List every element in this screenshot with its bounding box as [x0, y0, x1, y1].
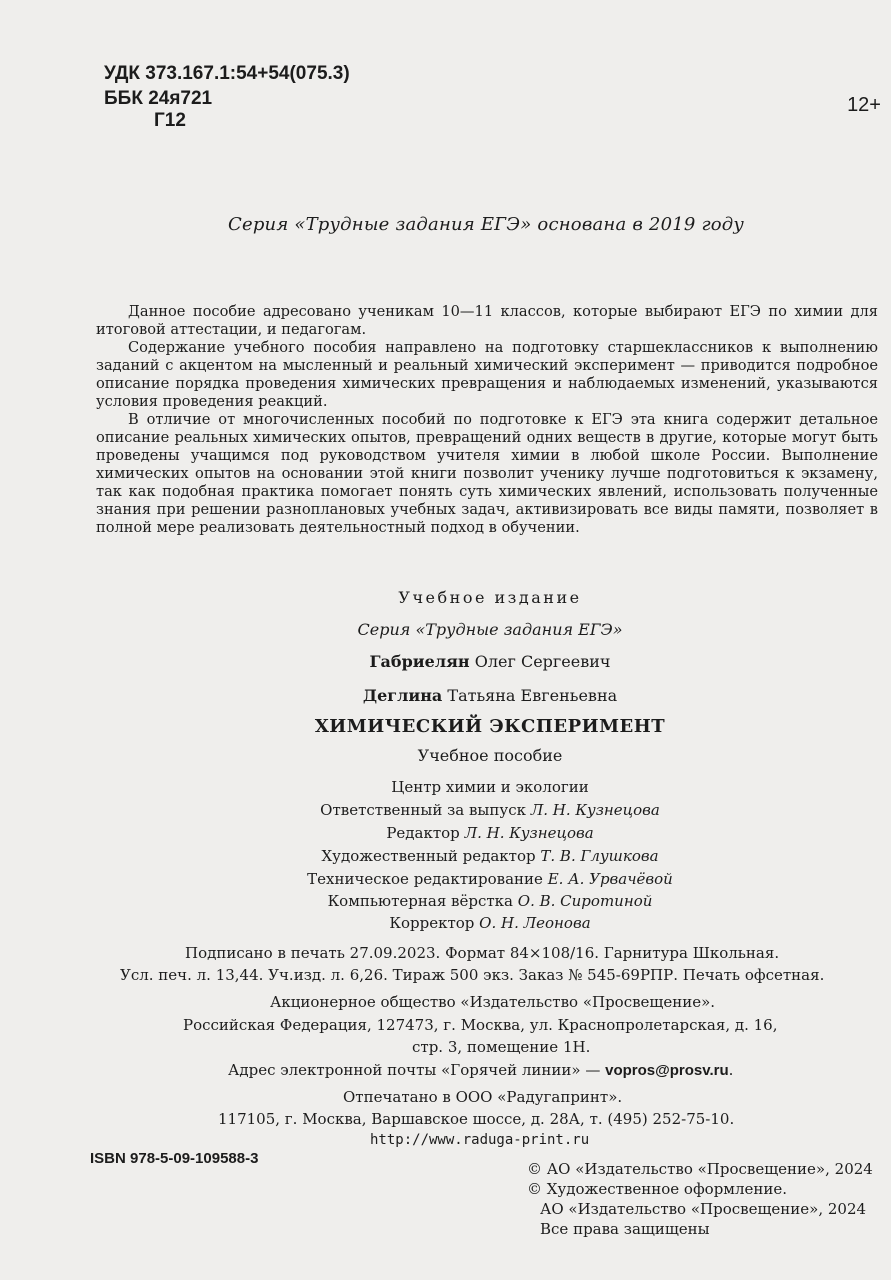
series-founded-note: Серия «Трудные задания ЕГЭ» основана в 2019 году	[228, 214, 745, 235]
credit-person: О. В. Сиротиной	[517, 892, 653, 910]
author-sign: Г12	[154, 110, 186, 131]
author-1-name: Олег Сергеевич	[474, 652, 611, 671]
hotline-label: Адрес электронной почты «Горячей линии» —	[228, 1061, 601, 1079]
credit-line	[160, 914, 820, 932]
copyright-line-1: © АО «Издательство «Просвещение», 2024	[527, 1160, 873, 1178]
copyright-line-4: Все права защищены	[540, 1220, 710, 1238]
publisher-line-3: стр. 3, помещение 1Н.	[412, 1038, 591, 1056]
copyright-line-2: © Художественное оформление.	[527, 1180, 788, 1198]
udk-code: УДК 373.167.1:54+54(075.3)	[104, 63, 350, 84]
credit-person: Т. В. Глушкова	[540, 847, 659, 865]
credit-role: Компьютерная вёрстка	[327, 892, 513, 910]
credit-line	[160, 892, 820, 910]
printer-website: http://www.raduga-print.ru	[370, 1132, 590, 1148]
credits-center: Центр химии и экологии	[391, 778, 589, 796]
author-2-name: Татьяна Евгеньевна	[447, 686, 618, 705]
hotline-email: vopros@prosv.ru	[605, 1062, 729, 1079]
credit-line	[160, 847, 820, 865]
printer-line-1: Отпечатано в ООО «Радугапринт».	[343, 1088, 623, 1106]
series-name: Серия «Трудные задания ЕГЭ»	[357, 620, 623, 639]
author-2	[160, 686, 820, 705]
credit-line	[160, 801, 820, 819]
bbk-code: ББК 24я721	[104, 88, 213, 109]
credit-role: Корректор	[389, 914, 475, 932]
credit-role: Ответственный за выпуск	[320, 801, 526, 819]
book-subtitle: Учебное пособие	[417, 746, 563, 765]
credit-role: Редактор	[386, 824, 460, 842]
copyright-line-3: АО «Издательство «Просвещение», 2024	[540, 1200, 867, 1218]
annotation-paragraph: В отличие от многочисленных пособий по подготовке к ЕГЭ эта книга содержит детальное описание реальных химических опытов, превращений одних веществ в другие, которые могут быть проведены учащимся под руководством учителя химии в любой школе России. Выполнение химических опытов на основании этой книги позволит ученику лучше подготовиться к экзамену, так как подобная практика помогает понять суть химических явлений, использовать полученные знания при решении разноплановых учебных задач, активизировать все виды памяти, позволяет в полной мере реализовать деятельностный подход в обучении.	[96, 411, 878, 536]
printer-line-2: 117105, г. Москва, Варшавское шоссе, д. 28А, т. (495) 252-75-10.	[218, 1110, 735, 1128]
credit-person: О. Н. Леонова	[479, 914, 591, 932]
book-title: ХИМИЧЕСКИЙ ЭКСПЕРИМЕНТ	[314, 716, 666, 737]
credit-role: Художественный редактор	[321, 847, 536, 865]
author-2-surname: Деглина	[362, 686, 443, 705]
credit-person: Л. Н. Кузнецова	[530, 801, 660, 819]
edition-type: Учебное издание	[398, 588, 582, 607]
publisher-line-1: Акционерное общество «Издательство «Просвещение».	[270, 993, 716, 1011]
author-1	[160, 652, 820, 671]
hotline-end: .	[728, 1061, 734, 1079]
credit-role: Техническое редактирование	[307, 870, 543, 888]
hotline-email-line	[228, 1061, 733, 1079]
credit-person: Л. Н. Кузнецова	[464, 824, 594, 842]
credit-person: Е. А. Урвачёвой	[547, 870, 673, 888]
publisher-line-2: Российская Федерация, 127473, г. Москва, ул. Краснопролетарская, д. 16,	[183, 1016, 778, 1034]
print-info-line-2: Усл. печ. л. 13,44. Уч.изд. л. 6,26. Тираж 500 экз. Заказ № 545-69РПР. Печать офсетная.	[120, 966, 825, 984]
annotation-paragraph: Данное пособие адресовано ученикам 10—11 классов, которые выбирают ЕГЭ по химии для итоговой аттестации, и педагогам.	[96, 303, 878, 338]
credit-line	[160, 870, 820, 888]
credit-line	[160, 824, 820, 842]
author-1-surname: Габриелян	[369, 652, 470, 671]
isbn: ISBN 978-5-09-109588-3	[90, 1150, 259, 1167]
print-info-line-1: Подписано в печать 27.09.2023. Формат 84×108/16. Гарнитура Школьная.	[185, 944, 780, 962]
annotation-paragraph: Содержание учебного пособия направлено на подготовку старшеклассников к выполнению заданий с акцентом на мысленный и реальный химический эксперимент — приводится подробное описание порядка проведения химических превращения и наблюдаемых изменений, указываются условия проведения реакций.	[96, 339, 878, 410]
age-rating: 12+	[847, 94, 881, 116]
